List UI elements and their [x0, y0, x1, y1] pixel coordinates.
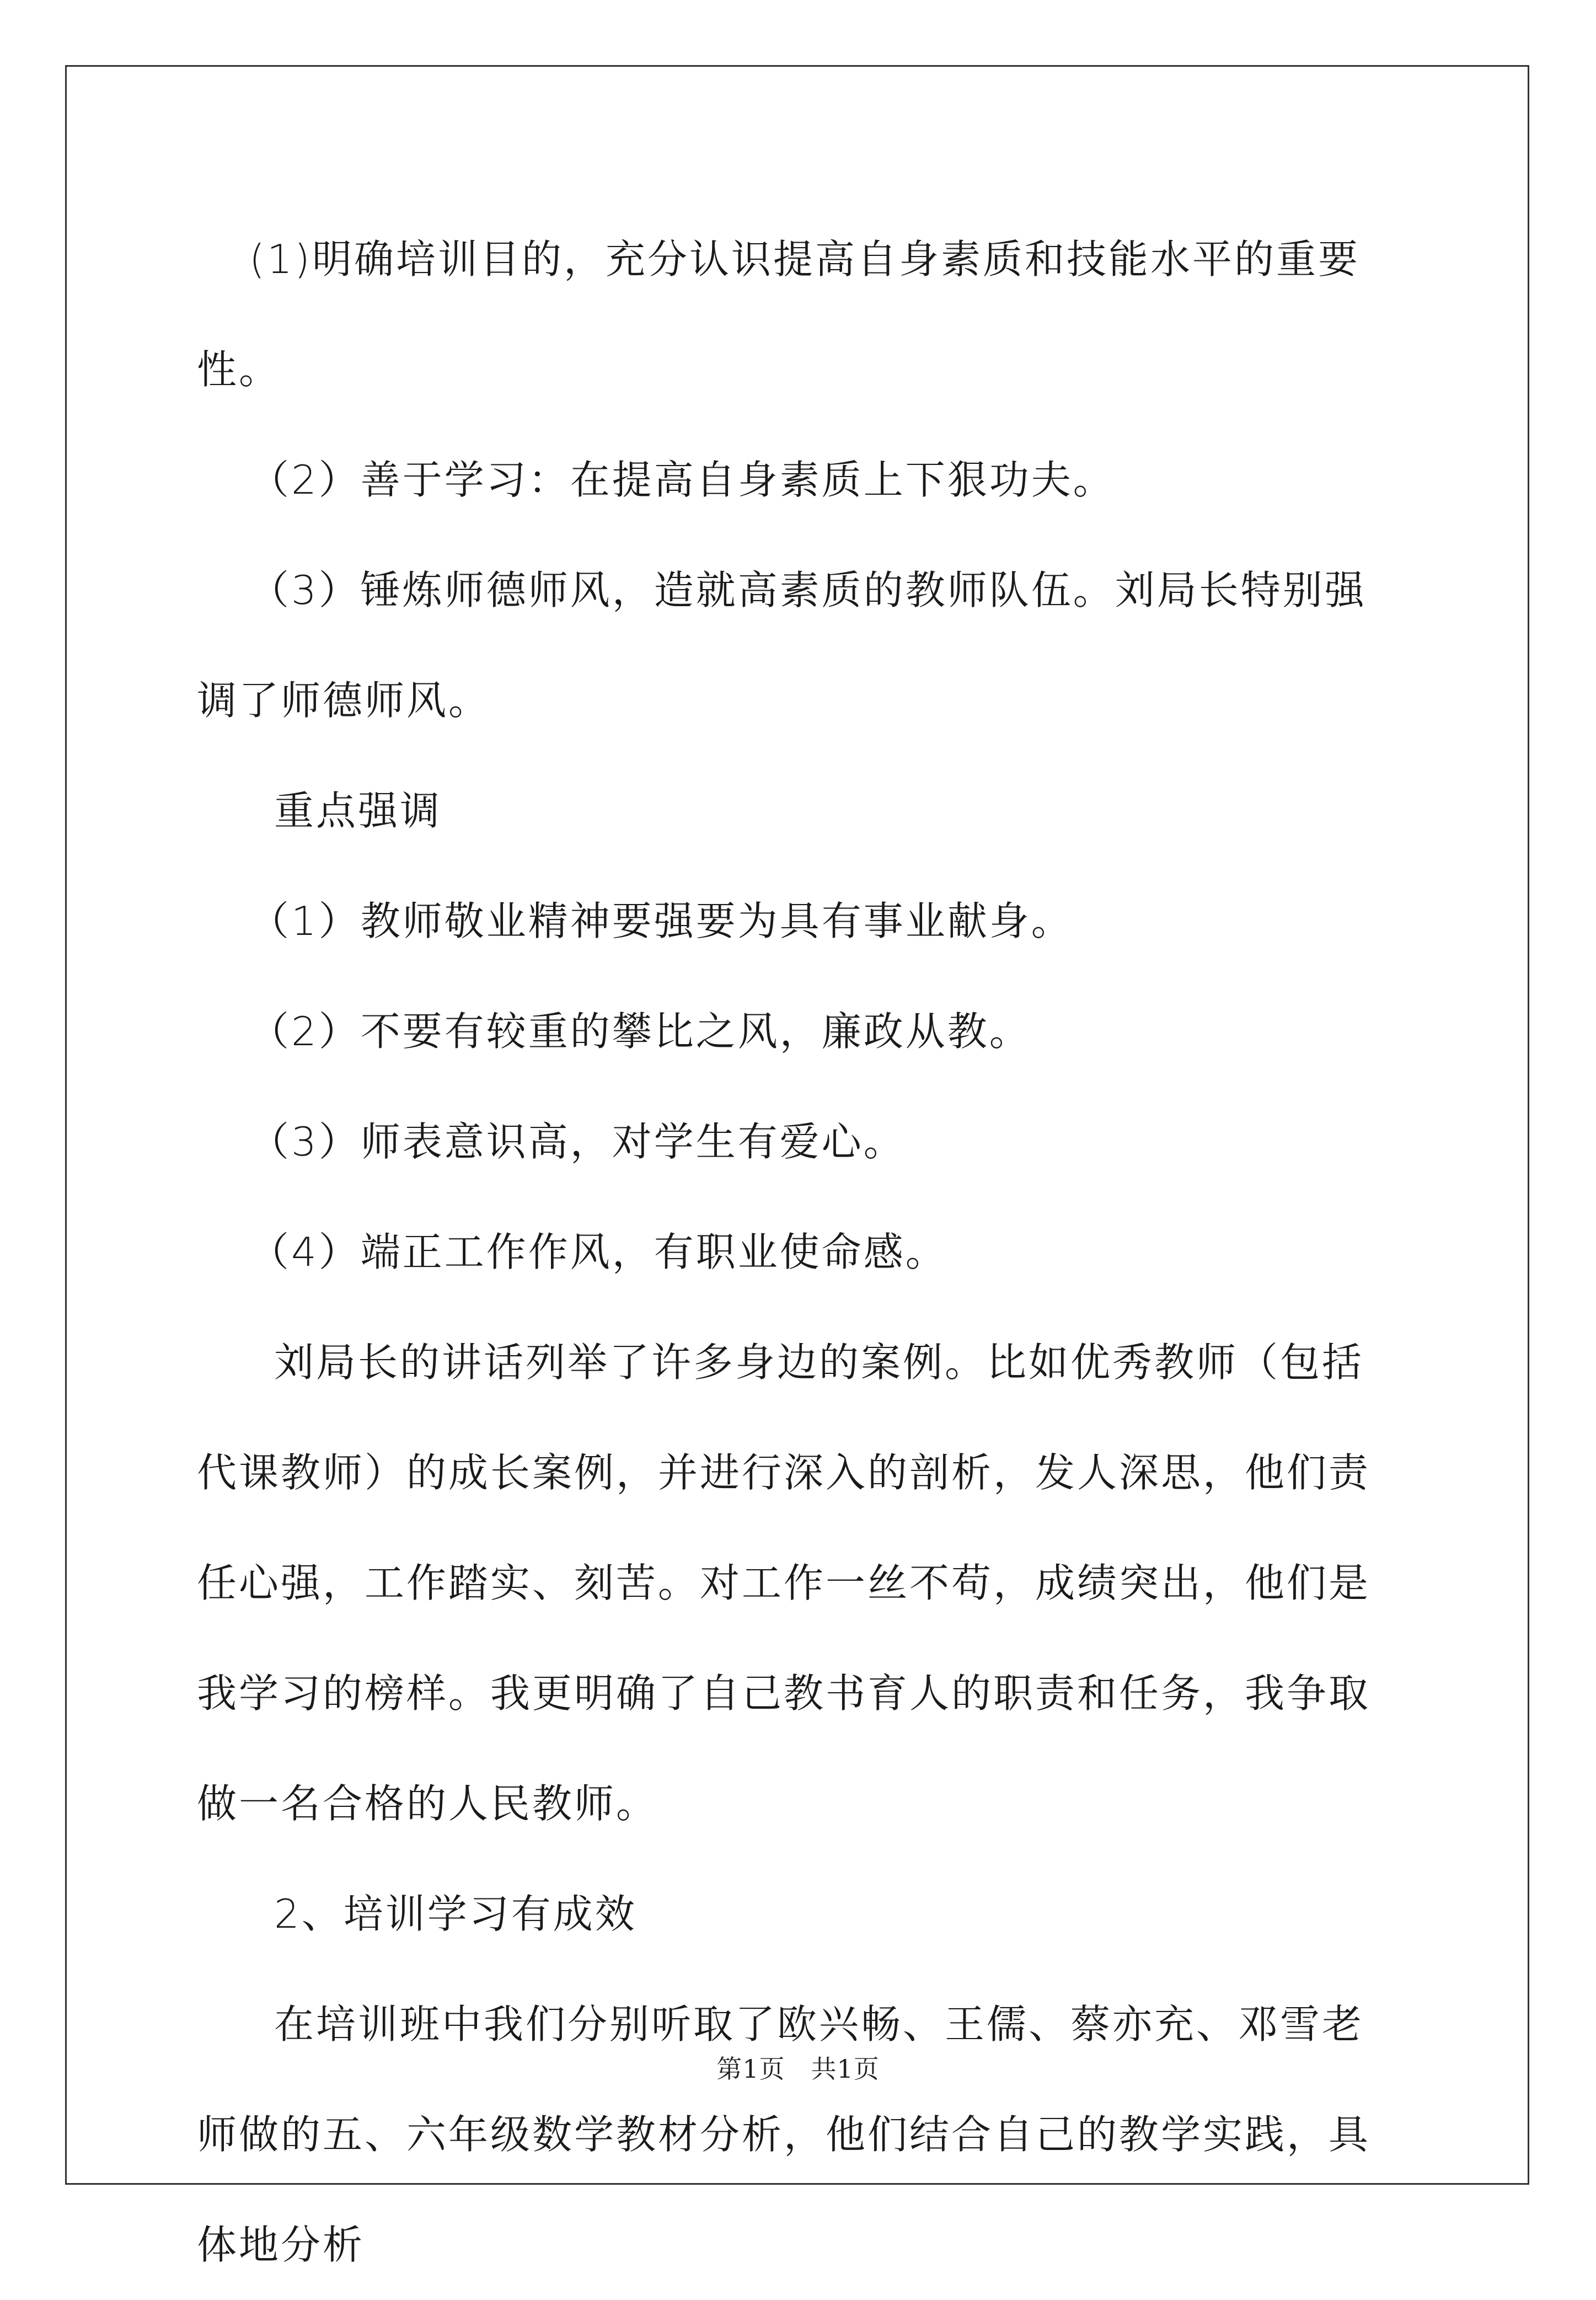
paragraph: （4）端正工作作风，有职业使命感。: [249, 1229, 947, 1275]
paragraph: （3）锤炼师德师风，造就高素质的教师队伍。刘局长特别强调了师德师风。: [197, 567, 1367, 724]
document-body: [197, 204, 1405, 2300]
paragraph: （3）师表意识高，对学生有爱心。: [249, 1119, 906, 1165]
paragraph: （1）教师敬业精神要强要为具有事业献身。: [249, 898, 1073, 944]
paragraph: （2）不要有较重的攀比之风，廉政从教。: [249, 1008, 1031, 1055]
page-number-footer: 第1页 共1页: [716, 2054, 880, 2084]
paragraph: (1)明确培训目的，充分认识提高自身素质和技能水平的重要性。: [197, 236, 1360, 393]
section-heading: 2、培训学习有成效: [274, 1891, 637, 1937]
paragraph: 在培训班中我们分别听取了欧兴畅、王儒、蔡亦充、邓雪老师做的五、六年级数学教材分析，他们结合自己的教学实践，具体地分析: [197, 2001, 1371, 2268]
paragraph: （2）善于学习：在提高自身素质上下狠功夫。: [249, 457, 1115, 503]
paragraph: 刘局长的讲话列举了许多身边的案例。比如优秀教师（包括代课教师）的成长案例，并进行深入的剖析，发人深思，他们责任心强，工作踏实、刻苦。对工作一丝不苟，成绩突出，他们是我学习的榜样。我更明确了自己教书育人的职责和任务，我争取做一名合格的人民教师。: [197, 1339, 1371, 1827]
section-heading: 重点强调: [274, 788, 442, 834]
